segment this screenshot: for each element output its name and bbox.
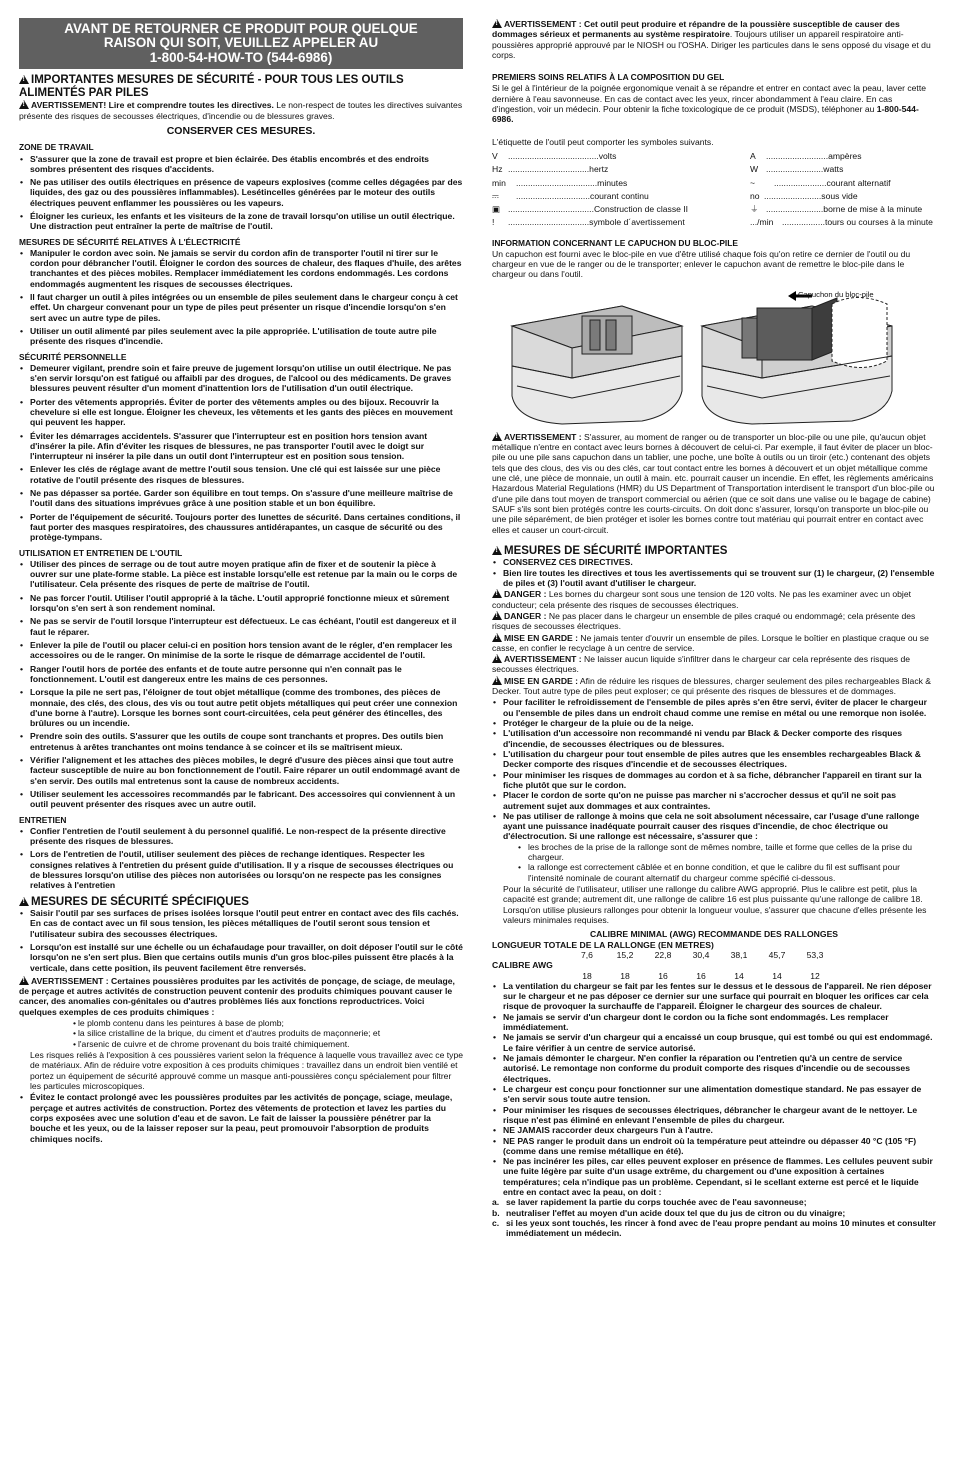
cap-paragraph: Un capuchon est fourni avec le bloc-pile en vue d'être utilisé chaque fois qu'on retire ce dernier de l'outil ou du chargeur en vue de le ranger ou de le transporter; enlever le capuchon avant de remettre le bloc-pile dans le chargeur ou dans l'outil. — [492, 248, 911, 280]
symbol-earth: ⏚ ........................borne de mise à la minute — [750, 204, 923, 215]
list-item: b. neutraliser l'effet au moyen d'un acide doux tel que du jus de citron ou du vinaigre; — [492, 1207, 846, 1218]
awg-gauge: 16 — [696, 970, 706, 981]
charger-keep-list — [492, 557, 936, 588]
symbols-intro: L'étiquette de l'outil peut comporter les symboles suivants. — [492, 136, 714, 147]
symbol-per-minute: .../min ..................tours ou courses à la minute — [750, 217, 933, 228]
heading-electrical: MESURES DE SÉCURITÉ RELATIVES À L'ÉLECTRICITÉ — [19, 236, 241, 247]
list-item: • Confier l'entretien de l'outil seulement à du personnel qualifié. Le non-respect de la présente directive présente des risques de blessures. — [19, 826, 463, 847]
list-item: • Enlever la pile de l'outil ou placer celui-ci en position hors tension avant de le régler, d'en remplacer les accessoires ou de le ranger. On minimise de la sorte le risque de démarrage accidentel de l'outil. — [19, 640, 463, 661]
section-title-important-charger: !MESURES DE SÉCURITÉ IMPORTANTES — [492, 545, 936, 557]
list-item: • Ranger l'outil hors de portée des enfants et de toute autre personne qui n'en connaît pas le fonctionnement. L'outil est dangereux entre les mains de ces personnes. — [19, 664, 463, 685]
warning-icon — [492, 546, 502, 555]
awg-length: 22,8 — [654, 949, 672, 960]
charger-warning: !DANGER : Les bornes du chargeur sont sous une tension de 120 volts. Ne pas les examiner avec un objet conducteur; cela présente des risques de secousses électriques. — [492, 589, 936, 610]
warning-icon — [492, 654, 502, 663]
list-item: • Il faut charger un outil à piles intégrées ou un ensemble de piles seulement dans le chargeur conçu à cet effet. Un chargeur convenant pour un type de piles peut présenter un risque d'incendie lorsqu'on s'en sert avec un autre type de piles. — [19, 292, 463, 323]
list-item: • Pour minimiser les risques de secousses électriques, débrancher le chargeur avant de le nettoyer. Le risque n'est pas éliminé en enlevant l'ensemble de piles du chargeur. — [492, 1105, 936, 1126]
list-item: • l'arsenic de cuivre et de chrome provenant du bois traité chimiquement. — [73, 1039, 463, 1049]
charger-warning: !AVERTISSEMENT : Ne laisser aucun liquide s'infiltrer dans le chargeur car cela représente des risques de secousses électriques. — [492, 654, 936, 675]
symbol-warning: ! ..................................symbole d´avertissement — [492, 217, 685, 228]
section-title-important: !IMPORTANTES MESURES DE SÉCURITÉ - POUR TOUS LES OUTILS ALIMENTÉS PAR PILES — [19, 74, 463, 99]
list-item: • Utiliser seulement les accessoires recommandés par le fabricant. Des accessoires qui conviennent à un outil peuvent présenter des risques avec un autre outil. — [19, 789, 463, 810]
list-item: • L'utilisation du chargeur pour tout ensemble de piles autres que les ensembles rechargeables Black & Decker comporte des risques d'incendie et de secousses électriques. — [492, 749, 936, 770]
list-item: • Vérifier l'alignement et les attaches des pièces mobiles, le degré d'usure des pièces ainsi que tout autre facteur susceptible de nuire au bon fonctionnement de l'outil. Faire réparer un outil endommagé avant de s'en servir. Des outils mal entretenus sont la cause de nombreux accidents. — [19, 755, 463, 786]
list-item: • Manipuler le cordon avec soin. Ne jamais se servir du cordon afin de transporter l'outil ni tirer sur le cordon pour débrancher l'outil. Éloigner le cordon des sources de chaleur, des flaques d'huile, des arêtes tranchantes et des pièces mobiles. Remplacer immédiatement les cordons endommagés. Les cordons endommagés augmentent les risques de secousses électriques. — [19, 248, 463, 289]
awg-length-row — [492, 950, 936, 960]
list-item: • Ne pas dépasser sa portée. Garder son équilibre en tout temps. On s'assure d'une meilleure maîtrise de l'outil dans des situations imprévues grâce à une position stable et un bon équilibre. — [19, 488, 463, 509]
warning-icon — [19, 100, 29, 109]
chemicals-list — [19, 1018, 463, 1049]
list-item: • la silice cristalline de la brique, du ciment et d'autres produits de maçonnerie; et — [73, 1028, 463, 1038]
list-item: • Demeurer vigilant, prendre soin et faire preuve de jugement lorsqu'on utilise un outil électrique. Ne pas s'en servir lorsqu'on est fatigué ou affaibli par des drogues, de l'alcool ou des médicaments. De graves blessures peuvent résulter d'un moment d'inattention lors de l'utilisation d'un outil électrique. — [19, 363, 463, 394]
list-item: • NE PAS ranger le produit dans un endroit où la température peut atteindre ou dépasser 40 °C (105 °F) (comme dans une remise métallique en été). — [492, 1136, 936, 1157]
warning-icon — [492, 676, 502, 685]
awg-length: 45,7 — [768, 949, 786, 960]
list-item: • NE JAMAIS raccorder deux chargeurs l'un à l'autre. — [492, 1125, 936, 1135]
list-item: • Bien lire toutes les directives et tous les avertissements qui se trouvent sur (1) le chargeur, (2) l'ensemble de piles et (3) l'outil avant d'utiliser le chargeur. — [492, 568, 936, 589]
heading-personal: SÉCURITÉ PERSONNELLE — [19, 351, 127, 362]
list-item: • Pour minimiser les risques de dommages au cordon et à sa fiche, débrancher l'appareil en tirant sur la fiche plutôt que sur le cordon. — [492, 770, 936, 791]
list-item: • Ne pas utiliser des outils électriques en présence de vapeurs explosives (comme celles dégagées par des liquides, des gaz ou des poussières inflammables). Lesétincelles générées par le moteur des outils électriques peuvent enflammer les poussières ou les vapeurs. — [19, 177, 463, 208]
awg-gauge: 14 — [772, 970, 782, 981]
list-item: • S'assurer que la zone de travail est propre et bien éclairée. Des établis encombrés et des endroits sombres présentent des risques d'accidents. — [19, 154, 463, 175]
use-care-list — [19, 559, 463, 810]
charger-list-2 — [492, 981, 936, 1198]
section-title-specific: !MESURES DE SÉCURITÉ SPÉCIFIQUES — [19, 896, 463, 908]
list-item: • Utiliser un outil alimenté par piles seulement avec la pile appropriée. L'utilisation de toute autre pile présente des risques d'incendie. — [19, 326, 463, 347]
list-item: • Utiliser des pinces de serrage ou de tout autre moyen pratique afin de fixer et de soutenir la pièce à ouvrer sur une plate-forme stable. La pièce est instable lorsqu'elle est retenue par la main ou le corps de l'utilisateur. Cela présente des risques de perte de maîtrise de l'outil. — [19, 559, 463, 590]
list-item: • Ne jamais se servir d'un chargeur dont le cordon ou la fiche sont endommagés. Les remplacer immédiatement. — [492, 1012, 936, 1033]
awg-table — [492, 929, 936, 981]
charger-warning: !MISE EN GARDE : Afin de réduire les risques de blessures, charger seulement des piles rechargeables Black & Decker. Tout autre type de piles peut exploser; ce qui présente des risques de blessures et de dommages. — [492, 676, 936, 697]
list-item: • Placer le cordon de sorte qu'on ne puisse pas marcher ni s'accrocher dessus et qu'il ne soit pas autrement sujet aux dommages et aux contraintes. — [492, 790, 936, 811]
awg-gauge: 14 — [734, 970, 744, 981]
list-item: • Le chargeur est conçu pour fonctionner sur une alimentation domestique standard. Ne pas essayer de s'en servir sous toute autre tension. — [492, 1084, 936, 1105]
list-item: • Porter des vêtements appropriés. Éviter de porter des vêtements amples ou des bijoux. Recouvrir la chevelure si elle est longue. Éloigner les cheveux, les vêtements et les gants des pièces en mouvement qui peuvent les happer. — [19, 397, 463, 428]
battery-with-cap — [702, 297, 892, 424]
heading-work-area: ZONE DE TRAVAIL — [19, 142, 94, 153]
specific-list — [19, 908, 463, 973]
symbol-hertz: Hz ..................................hertz — [492, 164, 609, 175]
dust-paragraph: Les risques reliés à l'exposition à ces poussières varient selon la fréquence à laquelle vous travaillez avec ce type de matériaux. Afin de réduire votre exposition à ces produits chimiques : travaillez dans un endroit bien ventilé et portez un équipement de sécurité approuvé comme un masque anti-poussières conçu spécialement pour filtrer les particules microscopiques. — [30, 1050, 463, 1091]
list-item: • la rallonge est correctement câblée et en bonne condition, et que le calibre du fil est suffisant pour l'intensité nominale de courant alternatif du chargeur comme spécifié ci-dessous. — [518, 862, 936, 883]
list-item: • Lorsqu'on est installé sur une échelle ou un échafaudage pour travailler, on doit déposer l'outil sur le côté lorsqu'on ne s'en sert plus. Bien que certains outils munis d'un gros bloc-piles puissent être placés à la verticale, dans cette position, ils peuvent facilement être renversés. — [19, 942, 463, 973]
list-item: • La ventilation du chargeur se fait par les fentes sur le dessus et le dessous de l'appareil. Ne rien déposer sur le chargeur et ne pas déposer ce dernier sur une surface qui pourrait en bloquer les orifices car cela risque de provoquer la surchauffe de l'appareil. Éloigner le chargeur des sources de chaleur. — [492, 981, 936, 1012]
list-item: c. si les yeux sont touchés, les rincer à fond avec de l'eau propre pendant au moins 10 minutes et consulter immédiatement un médecin. — [492, 1218, 936, 1239]
warning-icon — [492, 19, 502, 28]
right-column — [492, 18, 936, 1239]
list-item: • Pour faciliter le refroidissement de l'ensemble de piles après s'en être servi, éviter de placer le chargeur ou l'ensemble de piles dans un endroit chaud comme une remise en métal ou une remorque non isolée. — [492, 697, 936, 718]
skin-contact-list — [492, 1197, 936, 1238]
list-item: • L'utilisation d'un accessoire non recommandé ni vendu par Black & Decker comporte des risques d'incendie, de secousses électriques ou de blessures. — [492, 728, 936, 749]
symbols-table — [492, 151, 936, 228]
list-item: • Lors de l'entretien de l'outil, utiliser seulement des pièces de rechange identiques. Respecter les consignes relatives à l'entretien du présent guide d'utilisation. Il y a risque de secousses électriques ou de blessures lorsqu'on utilise des pièces non autorisées ou lorsqu'on ne respecte pas les consignes relatives à l'entretien — [19, 849, 463, 890]
battery-illustrations — [492, 286, 936, 426]
keep-instructions: CONSERVER CES MESURES. — [166, 124, 316, 137]
gel-paragraph: Si le gel à l'intérieur de la poignée ergonomique venait à se répandre et entrer en contact avec la peau, laver cette dernière à l'eau savonneuse. En cas de contact avec les yeux, rincer abondamment à l'eau claire. En cas d'ingestion, voir un médecin. Pour obtenir la fiche toxicologique de ce produit (MSDS), téléphoner au 1-800-544-6986. — [492, 83, 926, 125]
awg-length: 15,2 — [616, 949, 634, 960]
list-item: • Ne pas utiliser de rallonge à moins que cela ne soit absolument nécessaire, car l'usage d'une rallonge ayant une puissance inadéquate pourrait causer des risques d'incendie, de choc électrique ou d'électrocution. Si une rallonge est nécessaire, s'assurer que : — [492, 811, 936, 842]
symbol-volts: V ......................................volts — [492, 150, 617, 161]
cap-warning: !AVERTISSEMENT : S'assurer, au moment de ranger ou de transporter un bloc-pile ou une pile, qu'aucun objet métallique n'entre en contact avec leurs bornes à découvert de celui-ci. Par exemple, il faut éviter de placer un bloc-pile ou une pile sans capuchon dans un tablier, une poche, une boîte à outils ou un tiroir (etc.) contenant des objets tels que des clous, des vis ou des clés, car tout contact entre les bornes à découvert et un objet métallique comme une clé, une pièce de monnaie, un outil à main. etc. pourrait causer un incendie. En effet, les règlements américains Hazardous Material Regulations (HMR) du US Department of Transportation interdisent le transport d'un bloc-pile ou d'une pile dans tout moyen de transport commercial ou aérien (que ce soit dans une valise ou le bagage de cabine) SAUF s'ils sont bien protégés contre les courts-circuits. On doit donc s'assurer, lorsqu'on transporte un bloc-pile ou une pile séparément, de bien protéger et isoler les bornes contre tout matériau qui pourrait entrer en contact avec elles et causer un court-circuit. — [492, 432, 936, 535]
list-item: • Ne jamais démonter le chargeur. N'en confier la réparation ou l'entretien qu'à un centre de service autorisé. Le remontage non conforme du produit comporte des risques d'incendie ou de secousses électriques. — [492, 1053, 936, 1084]
symbol-class-ii: ▣ ....................................Construction de classe II — [492, 204, 689, 215]
awg-gauge: 16 — [658, 970, 668, 981]
respiratory-warning: !AVERTISSEMENT : Cet outil peut produire et répandre de la poussière susceptible de causer des dommages sérieux et permanents au système respiratoire. Toujours utiliser un appareil respiratoire anti-poussières approprié approuvé par le NIOSH ou l'OSHA. Diriger les particules dans le sens opposé du visage et du corps. — [492, 19, 936, 60]
warning-icon — [492, 611, 502, 620]
awg-gauge-row — [492, 971, 936, 981]
warning-icon — [19, 976, 29, 985]
symbol-no-load: no ........................sous vide — [750, 190, 858, 201]
awg-gauge: 18 — [620, 970, 630, 981]
charger-list — [492, 697, 936, 841]
heading-maintenance: ENTRETIEN — [19, 814, 67, 825]
awg-length: 53,3 — [806, 949, 824, 960]
list-item: • Lorsque la pile ne sert pas, l'éloigner de tout objet métallique (comme des trombones, des pièces de monnaie, des clés, des clous, des vis ou tout autre petit objets métalliques qui peut créer une connexion d'une borne à l'autre). Lorsque les bornes sont court-circuitées, cela peut générer des étincelles, des brûlures ou un incendie. — [19, 687, 463, 728]
symbol-amperes: A ..........................ampères — [750, 150, 862, 161]
warning-icon — [492, 589, 502, 598]
list-item: • Prendre soin des outils. S'assurer que les outils de coupe sont tranchants et propres. Des outils bien entretenus à arêtes tranchantes ont moins tendance à se coincer et ils se maîtrisent mieux. — [19, 731, 463, 752]
awg-gauge-label: CALIBRE AWG — [492, 960, 553, 971]
heading-use-care: UTILISATION ET ENTRETIEN DE L'OUTIL — [19, 547, 183, 558]
list-item: • les broches de la prise de la rallonge sont de mêmes nombre, taille et forme que celles de la prise du chargeur. — [518, 842, 936, 863]
list-item: a. se laver rapidement la partie du corps touchée avec de l'eau savonneuse; — [492, 1197, 807, 1208]
heading-gel: PREMIERS SOINS RELATIFS À LA COMPOSITION DU GEL — [492, 72, 725, 83]
list-item: • Ne pas incinérer les piles, car elles peuvent exploser en présence de flammes. Les cellules peuvent subir une fuite légère par suite d'un usage extrême, du chargement ou d'une exposition à certaines températures; cela n'indique pas un problème. Cependant, si le scellant externe est percé et le liquide entre en contact avec la peau, on doit : — [492, 1156, 936, 1197]
warning-icon — [492, 432, 502, 441]
symbol-dc: ⎓ ...............................courant continu — [492, 190, 649, 201]
cap-label: Capuchon du bloc-pile — [798, 289, 874, 299]
list-item: • Éloigner les curieux, les enfants et les visiteurs de la zone de travail lorsqu'on utilise un outil électrique. Une distraction peut entraîner la perte de maîtrise de l'outil. — [19, 211, 463, 232]
warning-icon — [19, 75, 29, 84]
symbol-ac: ~ ......................courant alternatif — [750, 177, 891, 188]
electrical-list — [19, 248, 463, 347]
list-item: • CONSERVEZ CES DIRECTIVES. — [492, 557, 936, 567]
list-item: • Porter de l'équipement de sécurité. Toujours porter des lunettes de sécurité. Dans certaines conditions, il faut porter des masques respiratoires, des chaussures antidérapantes, un casque de sécurité ou des protège-tympans. — [19, 512, 463, 543]
list-item: • Ne jamais se servir d'un chargeur qui a encaissé un coup brusque, qui est tombé ou qui est endommagé. Le faire vérifier à un centre de service autorisé. — [492, 1032, 936, 1053]
left-column — [19, 18, 463, 1147]
contact-list — [19, 1092, 463, 1144]
list-item: • Protéger le chargeur de la pluie ou de la neige. — [492, 718, 936, 728]
symbol-watts: W ........................watts — [750, 164, 844, 175]
dust-warning: !AVERTISSEMENT : Certaines poussières produites par les activités de ponçage, de sciage, de meulage, de perçage et autres activités de construction peuvent contenir des produits chimiques pouvant causer le cancer, des anomalies con-génitales ou d'autres problèmes liés aux fonctions reproductrices. Voici quelques exemples de ces produits chimiques : — [19, 976, 463, 1017]
list-item: • Saisir l'outil par ses surfaces de prises isolées lorsque l'outil peut entrer en contact avec des fils cachés. En cas de contact avec un fil sous tension, les pièces métalliques de l'outil seront sous tension et l'utilisateur subira des secousses électriques. — [19, 908, 463, 939]
symbol-minutes: min ..................................minutes — [492, 177, 628, 188]
awg-title: CALIBRE MINIMAL (AWG) RECOMMANDE DES RALLONGES — [589, 929, 839, 940]
charger-warning: !MISE EN GARDE : Ne jamais tenter d'ouvrir un ensemble de piles. Lorsque le boîtier en plastique craque ou se casse, en confier le recyclage à un centre de service. — [492, 633, 936, 654]
list-item: • le plomb contenu dans les peintures à base de plomb; — [73, 1018, 463, 1028]
awg-length: 7,6 — [581, 949, 593, 960]
general-warning: !AVERTISSEMENT! Lire et comprendre toutes les directives. Le non-respect de toutes les directives suivantes présente des risques de secousses électriques, d'incendie ou de blessures graves. — [19, 100, 463, 121]
battery-pack-drawing — [492, 286, 936, 426]
charger-warning: !DANGER : Ne pas placer dans le chargeur un ensemble de piles craqué ou endommagé; cela présente des risques de secousses électriques. — [492, 611, 936, 632]
banner-line-2: RAISON QUI SOIT, VEUILLEZ APPELER AU — [103, 35, 379, 51]
warning-icon — [19, 897, 29, 906]
warning-icon — [492, 633, 502, 642]
work-area-list — [19, 154, 463, 232]
list-item: • Ne pas se servir de l'outil lorsque l'interrupteur est défectueux. Le cas échéant, l'outil est dangereux et il faut le réparer. — [19, 616, 463, 637]
list-item: • Éviter les démarrages accidentels. S'assurer que l'interrupteur est en position hors tension avant d'insérer la pile. Afin d'éviter les risques de blessures, ne pas transporter l'outil avec le doigt sur l'interrupteur ni insérer la pile dans un outil dont l'interrupteur est en position sous tension. — [19, 431, 463, 462]
list-item: • Enlever les clés de réglage avant de mettre l'outil sous tension. Une clé qui est laissée sur une pièce rotative de l'outil présente des risques de blessures. — [19, 464, 463, 485]
awg-gauge: 12 — [810, 970, 820, 981]
return-banner — [19, 18, 463, 69]
extension-list — [492, 842, 936, 883]
awg-length-heading: LONGUEUR TOTALE DE LA RALLONGE (EN METRES) — [492, 939, 714, 950]
banner-line-1: AVANT DE RETOURNER CE PRODUIT POUR QUELQUE — [64, 21, 418, 36]
awg-length: 38,1 — [730, 949, 748, 960]
extension-paragraph: Pour la sécurité de l'utilisateur, utiliser une rallonge du calibre AWG approprié. Plus le calibre est petit, plus la capacité est grande; autrement dit, une rallonge de calibre 16 est plus puissante qu'une rallonge de calibre 18. Lorsqu'on utilise plusieurs rallonges pour obtenir la longueur voulue, s'assurer que chacune d'elles présente les valeurs minimales requises. — [503, 884, 927, 925]
maintenance-list — [19, 826, 463, 891]
awg-gauge: 18 — [582, 970, 592, 981]
personal-list — [19, 363, 463, 543]
list-item: • Ne pas forcer l'outil. Utiliser l'outil approprié à la tâche. L'outil approprié fonctionne mieux et sûrement lorsqu'on s'en sert à son rendement nominal. — [19, 593, 463, 614]
charger-warnings — [492, 589, 936, 696]
banner-line-3: 1-800-54-HOW-TO (544-6986) — [149, 49, 333, 65]
battery-without-cap — [512, 306, 682, 424]
heading-cap: INFORMATION CONCERNANT LE CAPUCHON DU BLOC-PILE — [492, 237, 738, 248]
awg-length: 30,4 — [692, 949, 710, 960]
list-item: • Évitez le contact prolongé avec les poussières produites par les activités de ponçage, sciage, meulage, perçage et autres activités de construction. Portez des vêtements de protection et lavez les parties du corps exposées avec une solution d'eau et de savon. Le fait de laisser la poussière pénétrer par la bouche et les yeux, ou de la laisser reposer sur la peau, peut promouvoir l'absorption de produits chimiques nocifs. — [19, 1092, 463, 1144]
